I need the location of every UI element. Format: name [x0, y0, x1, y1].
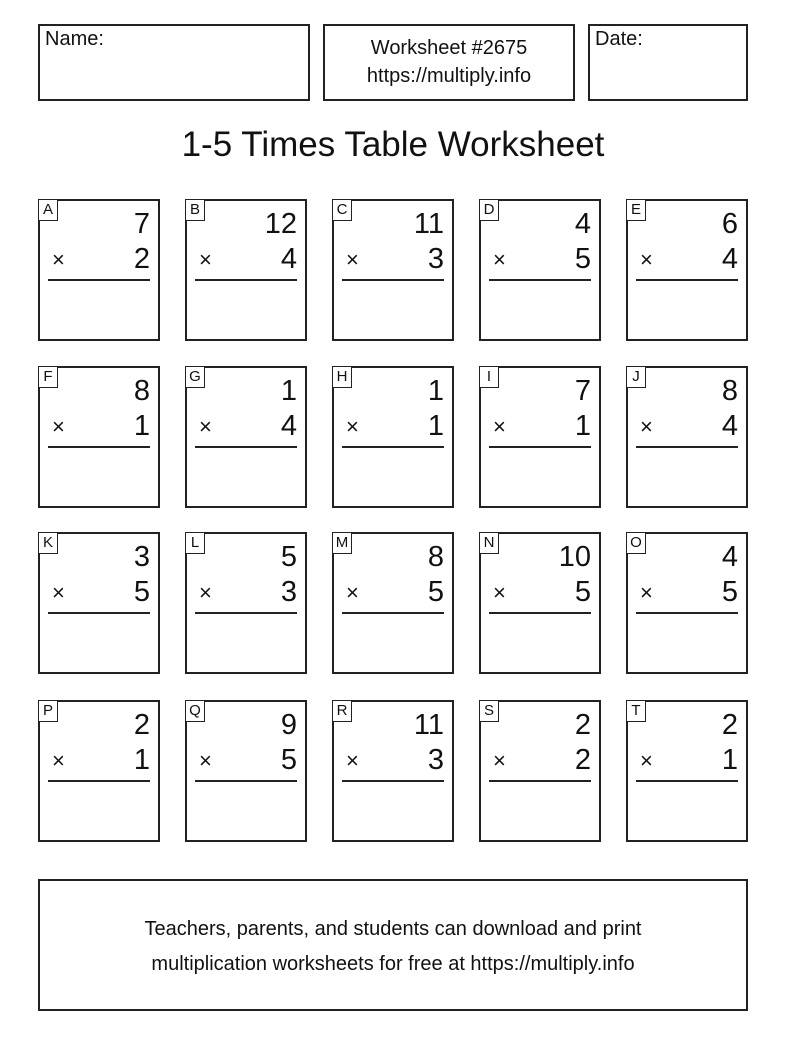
- multiplicand: 7: [574, 375, 591, 407]
- worksheet-url[interactable]: https://multiply.info: [366, 65, 532, 87]
- answer-line: [342, 446, 444, 448]
- multiplicand: 2: [133, 709, 150, 741]
- times-sign: ×: [493, 748, 506, 773]
- multiplicand: 8: [133, 375, 150, 407]
- multiplier: 1: [721, 744, 738, 776]
- multiplicand: 1: [427, 375, 444, 407]
- name-label: Name:: [45, 28, 104, 50]
- problem-letter: A: [38, 199, 58, 221]
- multiplier: 5: [427, 576, 444, 608]
- times-sign: ×: [199, 748, 212, 773]
- times-sign: ×: [199, 247, 212, 272]
- name-field[interactable]: [38, 24, 310, 101]
- problem-cell[interactable]: [332, 366, 454, 508]
- problem-cell[interactable]: [185, 700, 307, 842]
- multiplier: 5: [721, 576, 738, 608]
- times-sign: ×: [640, 247, 653, 272]
- multiplier: 3: [427, 744, 444, 776]
- times-sign: ×: [493, 247, 506, 272]
- multiplier: 4: [721, 410, 738, 442]
- answer-line: [195, 279, 297, 281]
- problem-letter: T: [626, 700, 646, 722]
- problem-cell[interactable]: [479, 532, 601, 674]
- problem-cell[interactable]: [38, 700, 160, 842]
- problem-letter: E: [626, 199, 646, 221]
- answer-line: [195, 446, 297, 448]
- multiplier: 1: [574, 410, 591, 442]
- answer-line: [342, 279, 444, 281]
- times-sign: ×: [640, 414, 653, 439]
- problem-cell[interactable]: [626, 700, 748, 842]
- problem-cell[interactable]: [185, 199, 307, 341]
- multiplicand: 6: [721, 208, 738, 240]
- multiplicand: 2: [721, 709, 738, 741]
- multiplier: 1: [133, 410, 150, 442]
- times-sign: ×: [52, 247, 65, 272]
- problem-letter: L: [185, 532, 205, 554]
- footer-line-1: Teachers, parents, and students can download and print: [144, 918, 642, 940]
- problem-cell[interactable]: [185, 366, 307, 508]
- answer-line: [489, 780, 591, 782]
- multiplier: 1: [427, 410, 444, 442]
- multiplier: 3: [280, 576, 297, 608]
- problem-cell[interactable]: [626, 532, 748, 674]
- times-sign: ×: [493, 580, 506, 605]
- footer-note: [38, 879, 748, 1011]
- problem-letter: Q: [185, 700, 205, 722]
- answer-line: [195, 780, 297, 782]
- multiplier: 4: [280, 243, 297, 275]
- answer-line: [48, 780, 150, 782]
- answer-line: [48, 279, 150, 281]
- problem-cell[interactable]: [332, 532, 454, 674]
- date-label: Date:: [595, 28, 643, 50]
- times-sign: ×: [493, 414, 506, 439]
- multiplicand: 5: [280, 541, 297, 573]
- problem-letter: M: [332, 532, 352, 554]
- problem-cell[interactable]: [38, 366, 160, 508]
- problem-cell[interactable]: [38, 199, 160, 341]
- answer-line: [636, 446, 738, 448]
- times-sign: ×: [346, 414, 359, 439]
- problem-letter: I: [479, 366, 499, 388]
- multiplicand: 8: [721, 375, 738, 407]
- times-sign: ×: [199, 414, 212, 439]
- answer-line: [48, 612, 150, 614]
- problem-letter: N: [479, 532, 499, 554]
- multiplicand: 8: [427, 541, 444, 573]
- date-field[interactable]: [588, 24, 748, 101]
- problem-letter: R: [332, 700, 352, 722]
- multiplicand: 11: [413, 208, 444, 240]
- problem-cell[interactable]: [332, 700, 454, 842]
- multiplicand: 9: [280, 709, 297, 741]
- problem-letter: J: [626, 366, 646, 388]
- problem-cell[interactable]: [479, 199, 601, 341]
- multiplier: 3: [427, 243, 444, 275]
- footer-line-2: multiplication worksheets for free at https://multiply.info: [151, 953, 635, 975]
- problem-letter: H: [332, 366, 352, 388]
- multiplier: 2: [574, 744, 591, 776]
- problem-cell[interactable]: [332, 199, 454, 341]
- multiplier: 1: [133, 744, 150, 776]
- problem-letter: O: [626, 532, 646, 554]
- times-sign: ×: [346, 748, 359, 773]
- multiplicand: 10: [558, 541, 591, 573]
- answer-line: [342, 780, 444, 782]
- page-title: 1-5 Times Table Worksheet: [181, 125, 605, 164]
- problem-letter: G: [185, 366, 205, 388]
- multiplier: 5: [574, 576, 591, 608]
- times-sign: ×: [640, 580, 653, 605]
- worksheet-id: Worksheet #2675: [370, 37, 528, 59]
- answer-line: [195, 612, 297, 614]
- answer-line: [342, 612, 444, 614]
- multiplicand: 1: [280, 375, 297, 407]
- multiplicand: 12: [264, 208, 297, 240]
- problem-letter: C: [332, 199, 352, 221]
- problem-cell[interactable]: [479, 700, 601, 842]
- answer-line: [489, 279, 591, 281]
- problem-letter: B: [185, 199, 205, 221]
- multiplier: 5: [574, 243, 591, 275]
- problem-cell[interactable]: [626, 366, 748, 508]
- multiplicand: 4: [574, 208, 591, 240]
- multiplicand: 7: [133, 208, 150, 240]
- multiplicand: 11: [413, 709, 444, 741]
- multiplier: 4: [280, 410, 297, 442]
- answer-line: [636, 612, 738, 614]
- times-sign: ×: [52, 414, 65, 439]
- multiplier: 4: [721, 243, 738, 275]
- times-sign: ×: [640, 748, 653, 773]
- multiplicand: 3: [133, 541, 150, 573]
- answer-line: [489, 612, 591, 614]
- multiplier: 2: [133, 243, 150, 275]
- problem-cell[interactable]: [626, 199, 748, 341]
- multiplicand: 2: [574, 709, 591, 741]
- multiplier: 5: [280, 744, 297, 776]
- multiplicand: 4: [721, 541, 738, 573]
- problem-letter: S: [479, 700, 499, 722]
- answer-line: [636, 780, 738, 782]
- multiplier: 5: [133, 576, 150, 608]
- worksheet-info: [323, 24, 575, 101]
- problem-letter: P: [38, 700, 58, 722]
- answer-line: [636, 279, 738, 281]
- problem-letter: D: [479, 199, 499, 221]
- times-sign: ×: [52, 748, 65, 773]
- answer-line: [489, 446, 591, 448]
- problem-cell[interactable]: [38, 532, 160, 674]
- times-sign: ×: [52, 580, 65, 605]
- answer-line: [48, 446, 150, 448]
- problem-letter: F: [38, 366, 58, 388]
- problem-cell[interactable]: [479, 366, 601, 508]
- problem-letter: K: [38, 532, 58, 554]
- times-sign: ×: [346, 580, 359, 605]
- times-sign: ×: [346, 247, 359, 272]
- times-sign: ×: [199, 580, 212, 605]
- problem-cell[interactable]: [185, 532, 307, 674]
